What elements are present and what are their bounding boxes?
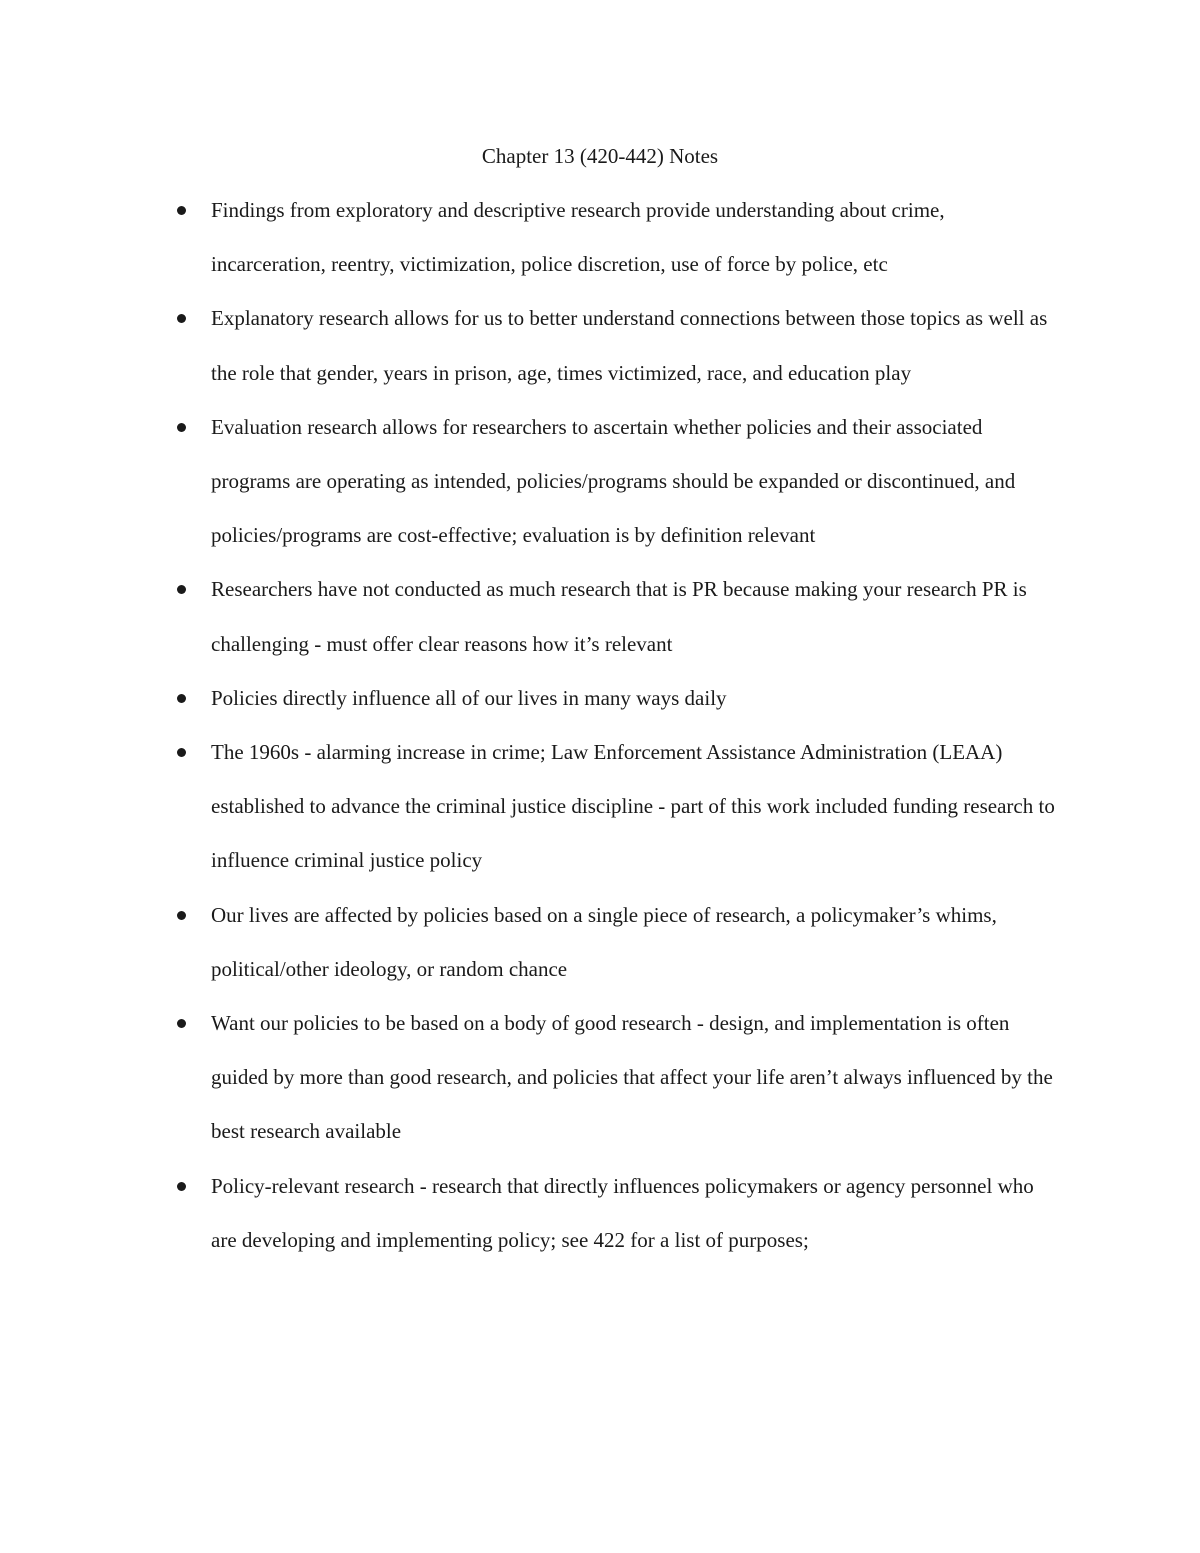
bullet-icon xyxy=(177,1182,186,1191)
list-item-text: Evaluation research allows for researchers to ascertain whether policies and their associated programs are operating as intended, policies/programs should be expanded or discontinued, and policies/programs are cost-effective; evaluation is by definition relevant xyxy=(211,414,1016,548)
bullet-icon xyxy=(177,423,186,432)
list-item-text: Researchers have not conducted as much research that is PR because making your research PR is challenging - must offer clear reasons how it’s relevant xyxy=(211,577,1027,656)
list-item-text: Findings from exploratory and descriptive research provide understanding about crime, incarceration, reentry, victimization, police discretion, use of force by police, etc xyxy=(211,198,945,277)
list-item xyxy=(211,725,1061,888)
page-title: Chapter 13 (420-442) Notes xyxy=(481,144,719,168)
bullet-icon xyxy=(177,585,186,594)
list-item-text: Want our policies to be based on a body of good research - design, and implementation is often guided by more than good research, and policies that affect your life aren’t always influenced by the best research available xyxy=(211,1011,1053,1144)
list-item xyxy=(211,888,1061,996)
list-item xyxy=(211,996,1061,1159)
bullet-icon xyxy=(177,911,186,920)
list-item-text: Policy-relevant research - research that directly influences policymakers or agency personnel who are developing and implementing policy; see 422 for a list of purposes; xyxy=(211,1173,1034,1252)
list-item xyxy=(211,671,1061,725)
list-item xyxy=(211,562,1061,670)
bullet-icon xyxy=(177,1019,186,1028)
list-item-text: Policies directly influence all of our lives in many ways daily xyxy=(211,685,727,710)
list-item-text: The 1960s - alarming increase in crime; Law Enforcement Assistance Administration (LEAA) established to advance the criminal justice discipline - part of this work included funding research to influence criminal justice policy xyxy=(211,740,1055,873)
list-item-text: Explanatory research allows for us to better understand connections between those topics as well as the role that gender, years in prison, age, times victimized, race, and education play xyxy=(211,306,1048,385)
bullet-icon xyxy=(177,206,186,215)
notes-list xyxy=(211,183,1061,1267)
list-item xyxy=(211,183,1061,291)
list-item xyxy=(211,400,1061,563)
bullet-icon xyxy=(177,748,186,757)
list-item-text: Our lives are affected by policies based on a single piece of research, a policymaker’s whims, political/other ideology, or random chance xyxy=(211,902,997,981)
list-item xyxy=(211,1159,1061,1267)
list-item xyxy=(211,291,1061,399)
bullet-icon xyxy=(177,694,186,703)
bullet-icon xyxy=(177,314,186,323)
